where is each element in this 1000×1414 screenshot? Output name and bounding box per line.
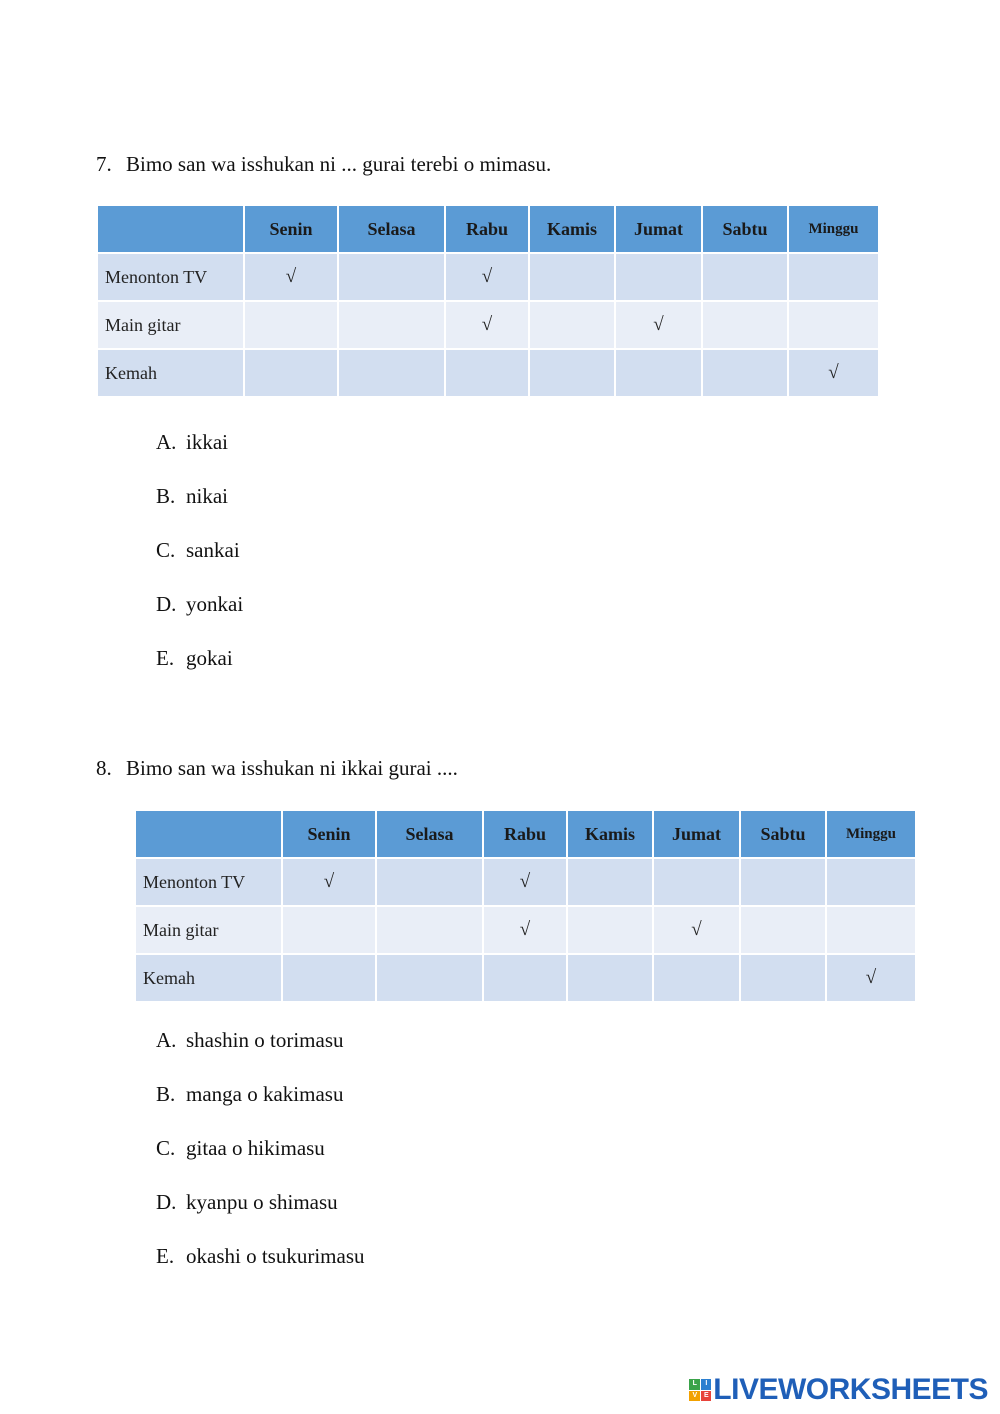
check-cell xyxy=(826,858,916,906)
check-cell xyxy=(282,906,376,954)
option-letter: B. xyxy=(156,1082,176,1106)
table-row xyxy=(135,954,916,1002)
table-corner-cell xyxy=(135,810,282,858)
check-cell: √ xyxy=(282,858,376,906)
check-cell xyxy=(788,253,879,301)
day-header: Selasa xyxy=(338,205,445,253)
check-cell xyxy=(740,954,826,1002)
option-text: manga o kakimasu xyxy=(186,1082,344,1106)
activity-label: Main gitar xyxy=(97,301,244,349)
day-header: Kamis xyxy=(529,205,615,253)
answer-option-d[interactable] xyxy=(156,1190,365,1244)
check-cell xyxy=(338,301,445,349)
table-row xyxy=(97,253,879,301)
schedule-table-q8 xyxy=(134,809,917,1003)
day-header: Senin xyxy=(282,810,376,858)
activity-label: Main gitar xyxy=(135,906,282,954)
answer-option-c[interactable] xyxy=(156,538,243,592)
option-letter: D. xyxy=(156,592,177,616)
check-cell: √ xyxy=(826,954,916,1002)
option-letter: A. xyxy=(156,1028,177,1052)
question-8 xyxy=(96,756,458,780)
check-cell xyxy=(615,349,702,397)
schedule-table-q7 xyxy=(96,204,880,398)
check-cell xyxy=(702,349,788,397)
logo-tile: I xyxy=(701,1379,712,1390)
day-header: Senin xyxy=(244,205,338,253)
check-cell: √ xyxy=(483,906,567,954)
check-cell: √ xyxy=(445,253,529,301)
check-cell xyxy=(788,301,879,349)
check-cell xyxy=(445,349,529,397)
check-cell xyxy=(338,349,445,397)
check-cell xyxy=(376,954,483,1002)
day-header: Jumat xyxy=(653,810,740,858)
day-header: Sabtu xyxy=(702,205,788,253)
table-header-row xyxy=(135,810,916,858)
check-cell xyxy=(244,349,338,397)
option-letter: B. xyxy=(156,484,176,508)
check-cell xyxy=(826,906,916,954)
liveworksheets-brand xyxy=(689,1373,988,1407)
activity-label: Menonton TV xyxy=(135,858,282,906)
logo-tile: V xyxy=(689,1391,700,1402)
check-cell xyxy=(483,954,567,1002)
question-text: Bimo san wa isshukan ni ikkai gurai .... xyxy=(126,756,458,780)
option-letter: E. xyxy=(156,1244,175,1268)
table-row xyxy=(97,349,879,397)
brand-text: LIVEWORKSHEETS xyxy=(713,1373,988,1406)
check-cell: √ xyxy=(483,858,567,906)
day-header: Selasa xyxy=(376,810,483,858)
check-cell xyxy=(702,301,788,349)
day-header: Rabu xyxy=(483,810,567,858)
activity-label: Kemah xyxy=(135,954,282,1002)
check-cell: √ xyxy=(788,349,879,397)
liveworksheets-logo-icon xyxy=(689,1379,711,1401)
question-text: Bimo san wa isshukan ni ... gurai terebi o mimasu. xyxy=(126,152,552,176)
option-letter: A. xyxy=(156,430,177,454)
logo-tile: L xyxy=(689,1379,700,1390)
option-text: shashin o torimasu xyxy=(186,1028,344,1052)
check-cell xyxy=(529,349,615,397)
check-cell xyxy=(376,858,483,906)
day-header: Jumat xyxy=(615,205,702,253)
table-row xyxy=(135,858,916,906)
check-cell: √ xyxy=(615,301,702,349)
check-cell xyxy=(529,301,615,349)
check-cell xyxy=(567,954,653,1002)
table-corner-cell xyxy=(97,205,244,253)
check-cell xyxy=(653,858,740,906)
check-cell xyxy=(702,253,788,301)
check-cell xyxy=(615,253,702,301)
answer-option-d[interactable] xyxy=(156,592,243,646)
activity-label: Kemah xyxy=(97,349,244,397)
option-text: yonkai xyxy=(186,592,244,616)
option-text: nikai xyxy=(186,484,228,508)
option-letter: D. xyxy=(156,1190,177,1214)
day-header: Minggu xyxy=(788,205,879,253)
option-text: gitaa o hikimasu xyxy=(186,1136,325,1160)
table-row xyxy=(97,301,879,349)
check-cell xyxy=(529,253,615,301)
day-header: Sabtu xyxy=(740,810,826,858)
check-cell: √ xyxy=(445,301,529,349)
answer-option-b[interactable] xyxy=(156,1082,365,1136)
table-row xyxy=(135,906,916,954)
option-text: okashi o tsukurimasu xyxy=(186,1244,365,1268)
day-header: Kamis xyxy=(567,810,653,858)
question-number: 8. xyxy=(96,756,112,780)
check-cell xyxy=(282,954,376,1002)
check-cell xyxy=(244,301,338,349)
question-7 xyxy=(96,152,551,176)
activity-label: Menonton TV xyxy=(97,253,244,301)
answer-option-b[interactable] xyxy=(156,484,243,538)
answer-options-q7 xyxy=(156,430,243,700)
option-text: ikkai xyxy=(186,430,228,454)
option-text: gokai xyxy=(186,646,233,670)
check-cell: √ xyxy=(244,253,338,301)
answer-option-e[interactable] xyxy=(156,646,243,700)
check-cell xyxy=(567,858,653,906)
answer-option-a[interactable] xyxy=(156,430,243,484)
option-text: kyanpu o shimasu xyxy=(186,1190,338,1214)
day-header: Minggu xyxy=(826,810,916,858)
check-cell xyxy=(740,906,826,954)
option-letter: E. xyxy=(156,646,175,670)
answer-option-a[interactable] xyxy=(156,1028,365,1082)
answer-option-e[interactable] xyxy=(156,1244,365,1298)
option-letter: C. xyxy=(156,1136,176,1160)
question-number: 7. xyxy=(96,152,112,176)
answer-options-q8 xyxy=(156,1028,365,1298)
check-cell xyxy=(740,858,826,906)
option-text: sankai xyxy=(186,538,240,562)
check-cell: √ xyxy=(653,906,740,954)
check-cell xyxy=(653,954,740,1002)
option-letter: C. xyxy=(156,538,176,562)
logo-tile: E xyxy=(701,1391,712,1402)
check-cell xyxy=(338,253,445,301)
table-header-row xyxy=(97,205,879,253)
check-cell xyxy=(376,906,483,954)
day-header: Rabu xyxy=(445,205,529,253)
answer-option-c[interactable] xyxy=(156,1136,365,1190)
check-cell xyxy=(567,906,653,954)
